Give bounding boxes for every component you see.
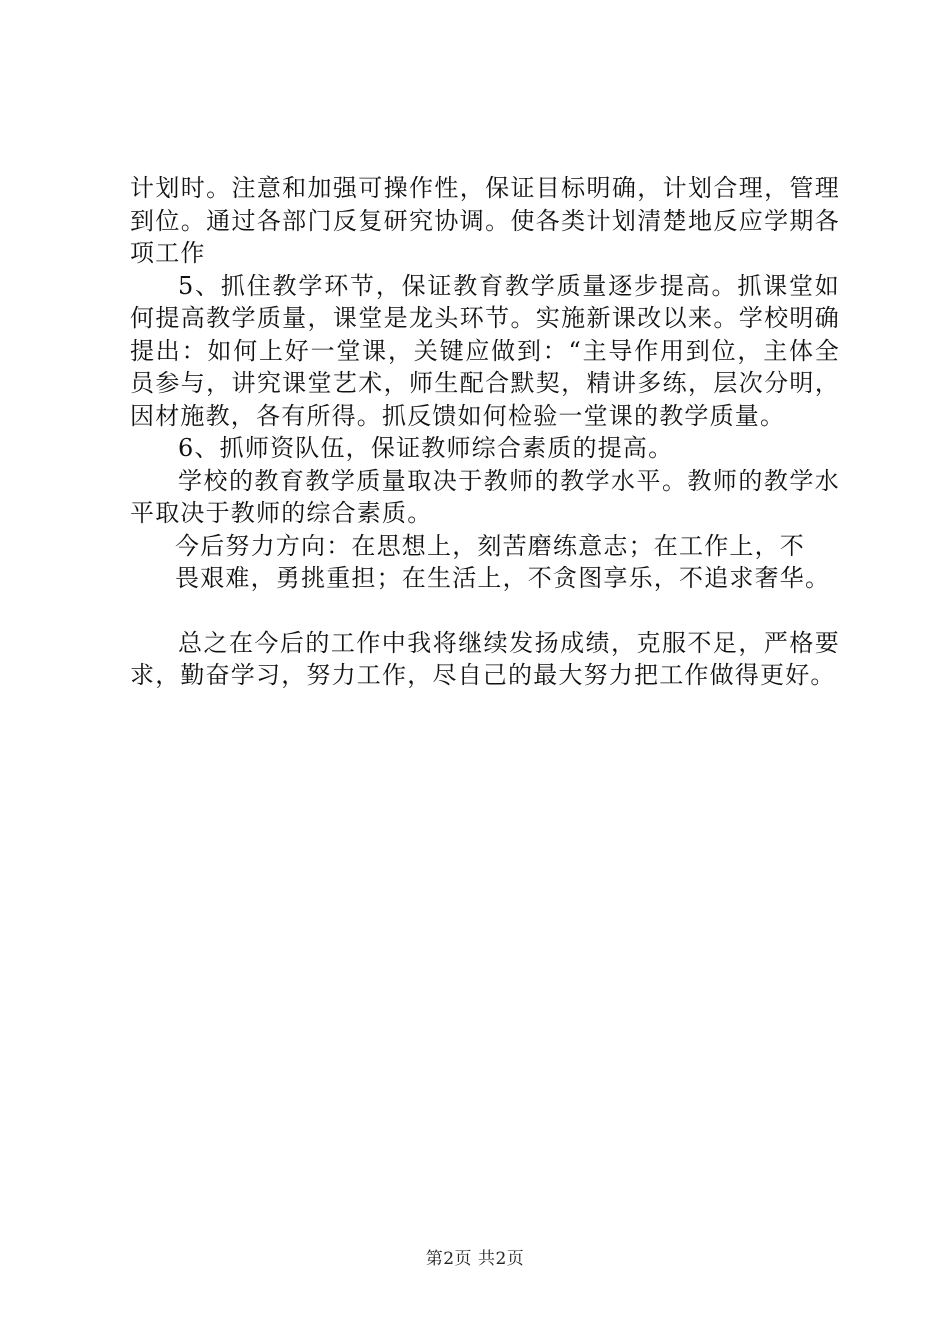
paragraph-teaching-link: 5、抓住教学环节，保证教育教学质量逐步提高。抓课堂如何提高教学质量，课堂是龙头环节。实施新课改以来。学校明确提出：如何上好一堂课，关键应做到：“主导作用到位，主体全员参与，讲究课堂艺术，师生配合默契，精讲多练，层次分明，因材施教，各有所得。抓反馈如何检验一堂课的教学质量。 <box>130 271 840 430</box>
document-body <box>130 172 840 692</box>
paragraph-teacher-quality: 学校的教育教学质量取决于教师的教学水平。教师的教学水平取决于教师的综合素质。 <box>130 466 840 527</box>
paragraph-future-direction-line1: 今后努力方向：在思想上，刻苦磨练意志；在工作上，不 <box>175 531 805 560</box>
paragraph-teacher-team: 6、抓师资队伍，保证教师综合素质的提高。 <box>178 434 674 462</box>
page-number-footer: 第2页 共2页 <box>425 1249 525 1269</box>
paragraph-conclusion: 总之在今后的工作中我将继续发扬成绩，克服不足，严格要求，勤奋学习，努力工作，尽自己的最大努力把工作做得更好。 <box>130 628 840 689</box>
paragraph-plan-continuation: 计划时。注意和加强可操作性，保证目标明确，计划合理，管理到位。通过各部门反复研究协调。使各类计划清楚地反应学期各项工作 <box>130 174 840 267</box>
paragraph-future-direction-line2: 畏艰难，勇挑重担；在生活上，不贪图享乐，不追求奢华。 <box>175 564 831 592</box>
